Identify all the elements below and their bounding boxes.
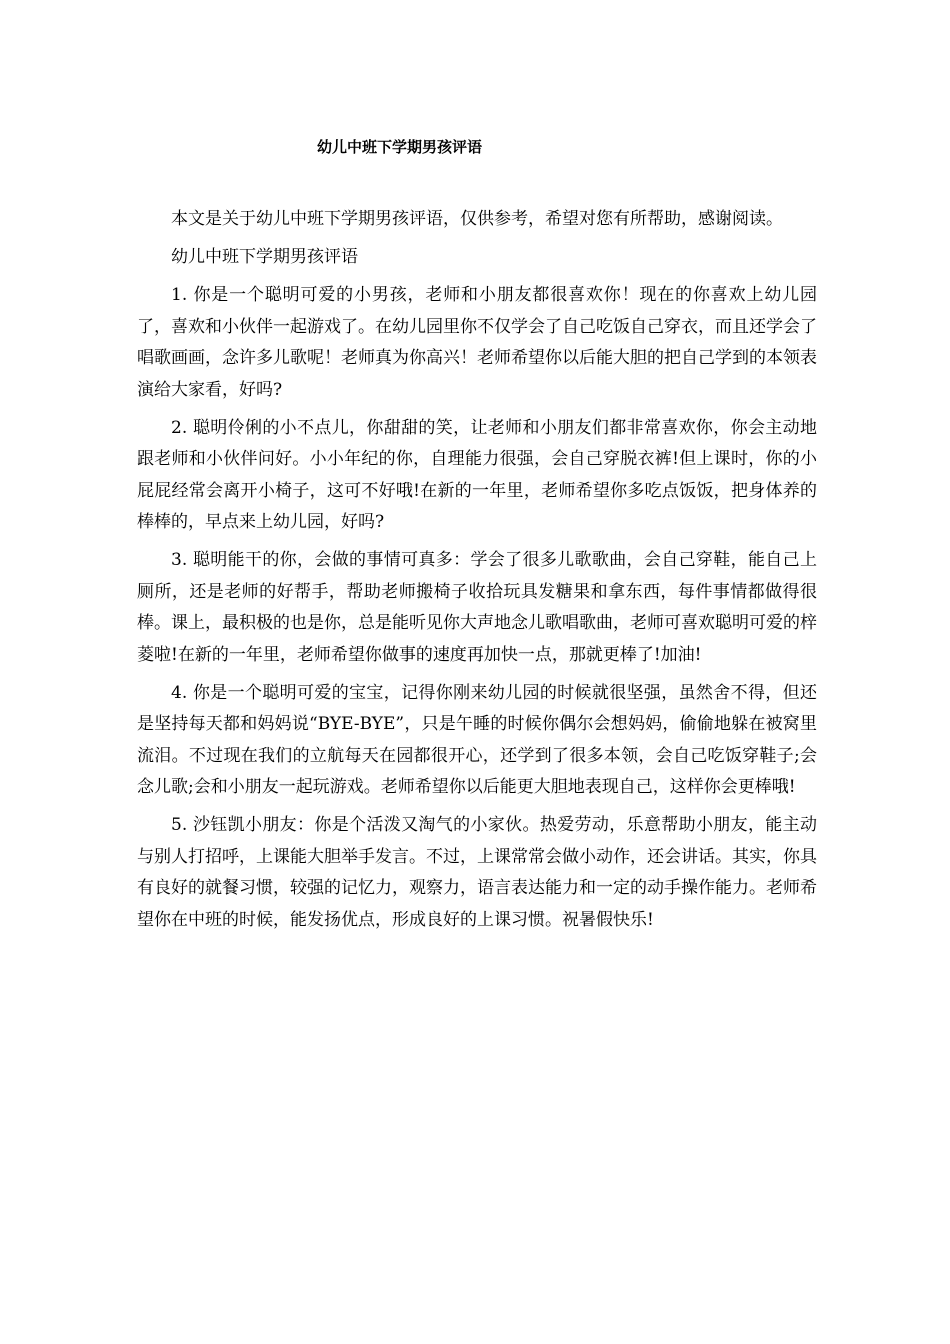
section-heading: 幼儿中班下学期男孩评语 (171, 247, 358, 267)
comment-paragraph-3: 3. 聪明能干的你，会做的事情可真多：学会了很多儿歌歌曲，会自己穿鞋，能自己上厕所，还是老师的好帮手，帮助老师搬椅子收拾玩具发糖果和拿东西，每件事情都做得很棒。课上，最积极的也是你，总是能听见你大声地念儿歌唱歌曲，老师可喜欢聪明可爱的梓菱啦!在新的一年里，老师希望你做事的速度再加快一点，那就更棒了!加油! (137, 550, 817, 665)
comment-paragraph-5: 5. 沙钰凯小朋友：你是个活泼又淘气的小家伙。热爱劳动，乐意帮助小朋友，能主动与别人打招呼，上课能大胆举手发言。不过，上课常常会做小动作，还会讲话。其实，你具有良好的就餐习惯，较强的记忆力，观察力，语言表达能力和一定的动手操作能力。老师希望你在中班的时候，能发扬优点，形成良好的上课习惯。祝暑假快乐! (137, 815, 817, 930)
intro-paragraph: 本文是关于幼儿中班下学期男孩评语，仅供参考，希望对您有所帮助，感谢阅读。 (171, 209, 783, 229)
comment-paragraph-1: 1. 你是一个聪明可爱的小男孩，老师和小朋友都很喜欢你！现在的你喜欢上幼儿园了，喜欢和小伙伴一起游戏了。在幼儿园里你不仅学会了自己吃饭自己穿衣，而且还学会了唱歌画画，念许多儿歌呢！老师真为你高兴！老师希望你以后能大胆的把自己学到的本领表演给大家看，好吗? (137, 285, 817, 400)
document-body (137, 204, 817, 943)
comment-paragraph-2: 2. 聪明伶俐的小不点儿，你甜甜的笑，让老师和小朋友们都非常喜欢你，你会主动地跟老师和小伙伴问好。小小年纪的你，自理能力很强，会自己穿脱衣裤!但上课时，你的小屁屁经常会离开小椅子，这可不好哦!在新的一年里，老师希望你多吃点饭饭，把身体养的棒棒的，早点来上幼儿园，好吗? (137, 417, 817, 532)
document-title: 幼儿中班下学期男孩评语 (317, 138, 483, 156)
comment-paragraph-4: 4. 你是一个聪明可爱的宝宝，记得你刚来幼儿园的时候就很坚强，虽然舍不得，但还是坚持每天都和妈妈说“BYE-BYE”，只是午睡的时候你偶尔会想妈妈，偷偷地躲在被窝里流泪。不过现在我们的立航每天在园都很开心，还学到了很多本领，会自己吃饭穿鞋子;会念儿歌;会和小朋友一起玩游戏。老师希望你以后能更大胆地表现自己，这样你会更棒哦! (137, 682, 817, 797)
